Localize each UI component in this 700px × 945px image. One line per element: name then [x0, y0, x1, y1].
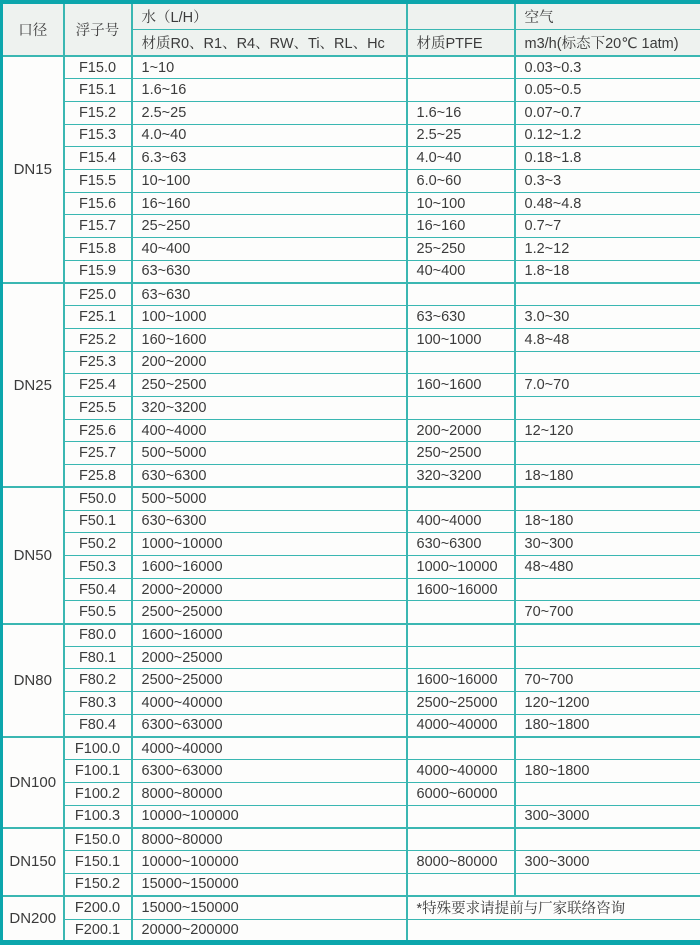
table-row — [2, 783, 700, 806]
table-row — [2, 465, 700, 488]
table-row — [2, 601, 700, 624]
ptfe-flow-cell — [407, 873, 515, 896]
header-air-unit: m3/h(标态下20℃ 1atm) — [515, 29, 700, 56]
water-flow-cell: 1000~10000 — [132, 533, 407, 556]
table-row — [2, 351, 700, 374]
float-number-cell: F50.3 — [64, 555, 132, 578]
air-flow-cell: 300~3000 — [515, 805, 700, 828]
table-row — [2, 215, 700, 238]
air-flow-cell: 0.07~0.7 — [515, 101, 700, 124]
water-flow-cell: 250~2500 — [132, 374, 407, 397]
table-row — [2, 56, 700, 79]
diameter-cell: DN25 — [2, 283, 64, 487]
note-cell — [407, 919, 700, 942]
air-flow-cell — [515, 487, 700, 510]
water-flow-cell: 16~160 — [132, 192, 407, 215]
air-flow-cell: 0.48~4.8 — [515, 192, 700, 215]
float-number-cell: F25.2 — [64, 328, 132, 351]
water-flow-cell: 63~630 — [132, 283, 407, 306]
air-flow-cell — [515, 783, 700, 806]
table-row — [2, 555, 700, 578]
table-row — [2, 192, 700, 215]
float-number-cell: F100.3 — [64, 805, 132, 828]
float-number-cell: F15.8 — [64, 238, 132, 261]
air-flow-cell — [515, 351, 700, 374]
table-row — [2, 896, 700, 919]
water-flow-cell: 40~400 — [132, 238, 407, 261]
water-flow-cell: 2500~25000 — [132, 669, 407, 692]
air-flow-cell: 180~1800 — [515, 714, 700, 737]
ptfe-flow-cell: 160~1600 — [407, 374, 515, 397]
water-flow-cell: 25~250 — [132, 215, 407, 238]
float-number-cell: F100.0 — [64, 737, 132, 760]
ptfe-flow-cell: 1600~16000 — [407, 669, 515, 692]
air-flow-cell: 0.05~0.5 — [515, 79, 700, 102]
ptfe-flow-cell — [407, 805, 515, 828]
table-row — [2, 419, 700, 442]
table-row — [2, 101, 700, 124]
float-number-cell: F100.2 — [64, 783, 132, 806]
air-flow-cell — [515, 737, 700, 760]
ptfe-flow-cell — [407, 646, 515, 669]
water-flow-cell: 100~1000 — [132, 306, 407, 329]
air-flow-cell: 1.8~18 — [515, 260, 700, 283]
table-row — [2, 170, 700, 193]
water-flow-cell: 10000~100000 — [132, 851, 407, 874]
float-number-cell: F25.6 — [64, 419, 132, 442]
air-flow-cell: 18~180 — [515, 510, 700, 533]
table-row — [2, 147, 700, 170]
water-flow-cell: 20000~200000 — [132, 919, 407, 942]
water-flow-cell: 630~6300 — [132, 465, 407, 488]
float-number-cell: F80.2 — [64, 669, 132, 692]
air-flow-cell — [515, 283, 700, 306]
diameter-cell: DN150 — [2, 828, 64, 896]
air-flow-cell: 0.3~3 — [515, 170, 700, 193]
water-flow-cell: 2500~25000 — [132, 601, 407, 624]
ptfe-flow-cell: 4000~40000 — [407, 760, 515, 783]
note-cell: *特殊要求请提前与厂家联络咨询 — [407, 896, 700, 919]
float-number-cell: F15.3 — [64, 124, 132, 147]
float-number-cell: F50.1 — [64, 510, 132, 533]
table-row — [2, 737, 700, 760]
air-flow-cell: 30~300 — [515, 533, 700, 556]
table-row — [2, 851, 700, 874]
ptfe-flow-cell — [407, 79, 515, 102]
diameter-cell: DN80 — [2, 624, 64, 738]
table-row — [2, 283, 700, 306]
water-flow-cell: 4.0~40 — [132, 124, 407, 147]
table-row — [2, 714, 700, 737]
air-flow-cell — [515, 578, 700, 601]
ptfe-flow-cell: 320~3200 — [407, 465, 515, 488]
water-flow-cell: 1.6~16 — [132, 79, 407, 102]
float-number-cell: F25.0 — [64, 283, 132, 306]
diameter-cell: DN100 — [2, 737, 64, 828]
air-flow-cell: 7.0~70 — [515, 374, 700, 397]
table-row — [2, 510, 700, 533]
header-water-material-ptfe: 材质PTFE — [407, 29, 515, 56]
water-flow-cell: 500~5000 — [132, 442, 407, 465]
float-number-cell: F15.5 — [64, 170, 132, 193]
diameter-cell: DN200 — [2, 896, 64, 942]
table-header — [2, 2, 700, 56]
float-number-cell: F15.1 — [64, 79, 132, 102]
air-flow-cell: 70~700 — [515, 601, 700, 624]
air-flow-cell — [515, 646, 700, 669]
table-row — [2, 646, 700, 669]
air-flow-cell: 300~3000 — [515, 851, 700, 874]
table-row — [2, 487, 700, 510]
ptfe-flow-cell — [407, 397, 515, 420]
air-flow-cell: 0.03~0.3 — [515, 56, 700, 79]
ptfe-flow-cell: 16~160 — [407, 215, 515, 238]
water-flow-cell: 1~10 — [132, 56, 407, 79]
header-row-top — [2, 2, 700, 29]
air-flow-cell: 70~700 — [515, 669, 700, 692]
water-flow-cell: 6.3~63 — [132, 147, 407, 170]
float-number-cell: F80.4 — [64, 714, 132, 737]
table-row — [2, 442, 700, 465]
water-flow-cell: 6300~63000 — [132, 714, 407, 737]
float-number-cell: F50.4 — [64, 578, 132, 601]
ptfe-flow-cell: 1600~16000 — [407, 578, 515, 601]
table-row — [2, 397, 700, 420]
float-number-cell: F150.1 — [64, 851, 132, 874]
table-row — [2, 260, 700, 283]
table-row — [2, 669, 700, 692]
ptfe-flow-cell — [407, 828, 515, 851]
ptfe-flow-cell: 100~1000 — [407, 328, 515, 351]
float-number-cell: F100.1 — [64, 760, 132, 783]
air-flow-cell: 1.2~12 — [515, 238, 700, 261]
air-flow-cell: 120~1200 — [515, 692, 700, 715]
ptfe-flow-cell: 630~6300 — [407, 533, 515, 556]
float-number-cell: F200.0 — [64, 896, 132, 919]
table-row — [2, 692, 700, 715]
ptfe-flow-cell: 2.5~25 — [407, 124, 515, 147]
float-number-cell: F150.2 — [64, 873, 132, 896]
water-flow-cell: 1600~16000 — [132, 555, 407, 578]
header-water-title: 水（L/H） — [132, 2, 407, 29]
air-flow-cell: 3.0~30 — [515, 306, 700, 329]
water-flow-cell: 15000~150000 — [132, 873, 407, 896]
table-row — [2, 828, 700, 851]
water-flow-cell: 10000~100000 — [132, 805, 407, 828]
float-number-cell: F150.0 — [64, 828, 132, 851]
float-number-cell: F25.8 — [64, 465, 132, 488]
float-number-cell: F50.2 — [64, 533, 132, 556]
air-flow-cell: 4.8~48 — [515, 328, 700, 351]
float-number-cell: F25.5 — [64, 397, 132, 420]
ptfe-flow-cell: 63~630 — [407, 306, 515, 329]
ptfe-flow-cell: 1000~10000 — [407, 555, 515, 578]
air-flow-cell: 18~180 — [515, 465, 700, 488]
table-row — [2, 873, 700, 896]
water-flow-cell: 8000~80000 — [132, 783, 407, 806]
air-flow-cell: 12~120 — [515, 419, 700, 442]
table-row — [2, 79, 700, 102]
water-flow-cell: 15000~150000 — [132, 896, 407, 919]
water-flow-cell: 1600~16000 — [132, 624, 407, 647]
ptfe-flow-cell: 4000~40000 — [407, 714, 515, 737]
ptfe-flow-cell: 6000~60000 — [407, 783, 515, 806]
ptfe-flow-cell — [407, 56, 515, 79]
table-row — [2, 374, 700, 397]
ptfe-flow-cell: 25~250 — [407, 238, 515, 261]
air-flow-cell: 48~480 — [515, 555, 700, 578]
float-number-cell: F15.2 — [64, 101, 132, 124]
air-flow-cell — [515, 873, 700, 896]
ptfe-flow-cell — [407, 601, 515, 624]
table-row — [2, 328, 700, 351]
table-row — [2, 238, 700, 261]
diameter-cell: DN50 — [2, 487, 64, 623]
header-water-empty — [407, 2, 515, 29]
ptfe-flow-cell — [407, 283, 515, 306]
water-flow-cell: 320~3200 — [132, 397, 407, 420]
float-number-cell: F50.0 — [64, 487, 132, 510]
float-number-cell: F15.9 — [64, 260, 132, 283]
ptfe-flow-cell: 400~4000 — [407, 510, 515, 533]
header-water-material-metal: 材质R0、R1、R4、RW、Ti、RL、Hc — [132, 29, 407, 56]
float-number-cell: F80.0 — [64, 624, 132, 647]
water-flow-cell: 6300~63000 — [132, 760, 407, 783]
air-flow-cell — [515, 624, 700, 647]
water-flow-cell: 63~630 — [132, 260, 407, 283]
ptfe-flow-cell: 4.0~40 — [407, 147, 515, 170]
ptfe-flow-cell — [407, 624, 515, 647]
float-number-cell: F25.7 — [64, 442, 132, 465]
ptfe-flow-cell: 200~2000 — [407, 419, 515, 442]
float-number-cell: F200.1 — [64, 919, 132, 942]
ptfe-flow-cell — [407, 737, 515, 760]
water-flow-cell: 2000~20000 — [132, 578, 407, 601]
float-number-cell: F15.6 — [64, 192, 132, 215]
air-flow-cell — [515, 397, 700, 420]
table-row — [2, 578, 700, 601]
header-air-title: 空气 — [515, 2, 700, 29]
air-flow-cell: 0.12~1.2 — [515, 124, 700, 147]
water-flow-cell: 4000~40000 — [132, 737, 407, 760]
ptfe-flow-cell: 250~2500 — [407, 442, 515, 465]
water-flow-cell: 630~6300 — [132, 510, 407, 533]
float-number-cell: F80.3 — [64, 692, 132, 715]
air-flow-cell: 0.7~7 — [515, 215, 700, 238]
float-number-cell: F15.0 — [64, 56, 132, 79]
table-body — [2, 56, 700, 943]
ptfe-flow-cell: 10~100 — [407, 192, 515, 215]
header-float-number: 浮子号 — [64, 2, 132, 56]
header-diameter: 口径 — [2, 2, 64, 56]
table-row — [2, 124, 700, 147]
float-number-cell: F25.1 — [64, 306, 132, 329]
float-number-cell: F80.1 — [64, 646, 132, 669]
water-flow-cell: 10~100 — [132, 170, 407, 193]
table-row — [2, 624, 700, 647]
float-number-cell: F25.3 — [64, 351, 132, 374]
ptfe-flow-cell: 40~400 — [407, 260, 515, 283]
air-flow-cell — [515, 828, 700, 851]
water-flow-cell: 2.5~25 — [132, 101, 407, 124]
ptfe-flow-cell: 2500~25000 — [407, 692, 515, 715]
ptfe-flow-cell: 8000~80000 — [407, 851, 515, 874]
table-row — [2, 533, 700, 556]
air-flow-cell — [515, 442, 700, 465]
table-row — [2, 760, 700, 783]
water-flow-cell: 4000~40000 — [132, 692, 407, 715]
diameter-cell: DN15 — [2, 56, 64, 283]
float-number-cell: F15.4 — [64, 147, 132, 170]
water-flow-cell: 500~5000 — [132, 487, 407, 510]
water-flow-cell: 8000~80000 — [132, 828, 407, 851]
water-flow-cell: 200~2000 — [132, 351, 407, 374]
ptfe-flow-cell: 1.6~16 — [407, 101, 515, 124]
float-number-cell: F50.5 — [64, 601, 132, 624]
table-row — [2, 805, 700, 828]
water-flow-cell: 2000~25000 — [132, 646, 407, 669]
ptfe-flow-cell — [407, 351, 515, 374]
water-flow-cell: 160~1600 — [132, 328, 407, 351]
ptfe-flow-cell — [407, 487, 515, 510]
table-row — [2, 306, 700, 329]
table-row — [2, 919, 700, 942]
float-number-cell: F15.7 — [64, 215, 132, 238]
water-flow-cell: 400~4000 — [132, 419, 407, 442]
air-flow-cell: 180~1800 — [515, 760, 700, 783]
float-number-cell: F25.4 — [64, 374, 132, 397]
air-flow-cell: 0.18~1.8 — [515, 147, 700, 170]
ptfe-flow-cell: 6.0~60 — [407, 170, 515, 193]
